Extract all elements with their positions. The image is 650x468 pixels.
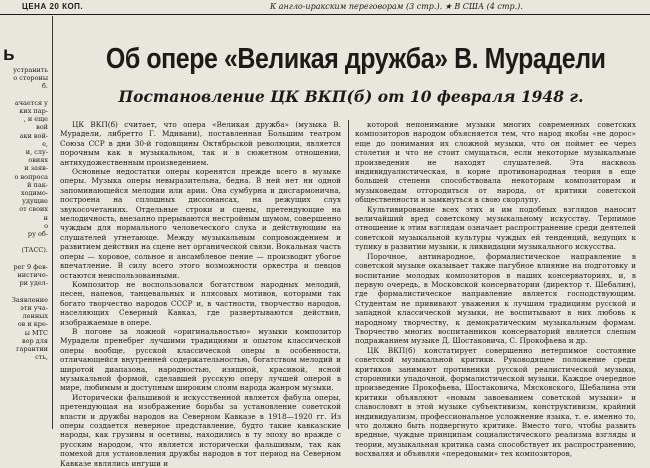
left-column-line: о стороны [13,74,48,83]
left-column-line: сть, [35,353,48,362]
cross-references: К англо-иракским переговорам (3 стр.). ★ В США (4 стр.). [270,2,523,11]
left-column-line: вор для [21,336,48,345]
left-column-line: овиях [28,156,48,165]
left-column-line [0,255,48,263]
left-column-line: й пак- [27,180,48,189]
left-column-line: е, [42,139,48,148]
article-paragraph: ЦК ВКП(б) считает, что опера «Великая дружба» (музыка В. Мурадели, либретто Г. Мдивани), поставленная Большим театром Союза ССР в дни 30-й годовщины Октябрьской революции, является порочным как в музыкальном, так и в сюжетном отношении, антихудожественным произведением. [60,120,341,167]
left-column-line: нистиче- [17,271,48,280]
left-column-line: ачается у [14,98,48,107]
left-column-line: и, слу- [25,148,48,157]
column-divider-left [52,16,53,429]
left-column-line: и заяв- [24,164,48,173]
left-column-line: ленных [22,312,48,321]
left-column-line: вой [36,123,48,132]
left-column-line: эти уча- [20,303,48,312]
left-column-line [0,287,48,295]
article-paragraph: ЦК ВКП(б) констатирует совершенно нетерпимое состояние советской музыкальной критики. Руководящее положение среди критиков занимают противники русской реалистической музыки, сторонники упадочной, формалистической музыки. Каждое очередное произведение Прокофьева, Шостаковича, Мясковского, Шебалина эти критики объявляют «новым завоеванием советской музыки» и славословят в этой музыке субъективизм, конструктивизм, крайний индивидуализм, профессиональное усложнение языка, т. е. именно то, что должно быть подвергнуто критике. Вместо того, чтобы развить вредные, чуждые принципам социалистического реализма взгляды и теории, музыкальная критика сама способствует их распространению, восхваляя и объявляя «передовыми» тех композиторов, [355,345,636,459]
left-column-line: ходимо- [20,189,48,198]
masthead-strip [0,0,650,14]
left-column-line: о [44,221,48,230]
left-column-line: ри удел- [19,279,48,288]
left-column-line [0,91,48,99]
left-column-line: удущие [22,197,48,206]
masthead-rule [0,14,650,15]
left-column-line: о вопроса [14,172,48,181]
left-column-line: гарантии [16,344,48,353]
left-column-line: (ТАСС). [21,246,48,255]
article-paragraph: Порочное, антинародное, формалистическое направление в советской музыке оказывает также пагубное влияние на подготовку и воспитание молодых композиторов в наших консерваториях, и, в первую очередь, в Московской консерватории (директор т. Шебалин), где формалистическое направление является господствующим. Студентам не прививают уважения к лучшим традициям русской и западной классической музыки, не воспитывают в них любовь к народному творчеству, к демократическим музыкальным формам. Творчество многих воспитанников консерваторий является слепым подражанием музыке Д. Шостаковича, С. Прокофьева и др. [355,251,636,346]
article-headline: Об опере «Великая дружба» В. Мурадели [105,43,606,75]
left-column-line: ких пар- [19,107,48,116]
issue-price: ЦЕНА 20 КОП. [22,2,84,11]
left-column-line: б. [42,82,48,91]
article-paragraph: Культивирование всех этих и им подобных взглядов наносит величайший вред советскому музыкальному искусству. Терпимое отношение к этим взглядам означает распространение среди деятелей советской музыкальной культуры чуждых ей тенденций, ведущих к тупику в развитии музыки, к ликвидации музыкального искусства. [355,204,636,252]
fragment-letter: ь [3,44,15,65]
left-column-line: н [43,213,48,222]
left-column-line: ы МТС [24,328,48,337]
left-column-fragment [0,44,48,429]
left-column-lines [0,66,48,361]
column-divider-center [348,120,349,429]
article-column-2 [355,120,636,459]
left-column-line: ов и кре- [17,320,48,329]
left-column-line: , и еще [23,115,48,124]
article-paragraph: Основные недостатки оперы коренятся прежде всего в музыке оперы. Музыка оперы невыразительна, бедна. В ней нет ни одной запоминающейся мелодии или арии. Она сумбурна и дисгармонична, построена на сплошных диссонансах, на режущих слух звукосочетаниях. Отдельные строки и сцены, претендующие на мелодичность, внезапно прерываются нестройным шумом, совершенно чуждым для нормального человеческого слуха и действующим на слушателей угнетающе. Между музыкальным сопровождением и развитием действия на сцене нет органической связи. Вокальная часть оперы — хоровое, сольное и ансамблевое пение — производит убогое впечатление. В силу всего этого возможности оркестра и певцов остаются неиспользованными. [60,167,341,280]
article-paragraph: Исторически фальшивой и искусственной является фабула оперы, претендующая на изображение борьбы за установление советской власти и дружбы народов на Северном Кавказе в 1918—1920 гг. Из оперы создается неверное представление, будто такие кавказские народы, как грузины и осетины, находились в ту эпоху во вражде с русским народом, что является исторически фальшивым, так как помехой для установления дружбы народов в тот период на Северном Кавказе являлись ингуши и [60,392,341,468]
article-paragraph: которой непонимание музыки многих современных советских композиторов народом объясняется тем, что народ якобы «не дорос» еще до понимания их сложной музыки, что он поймет ее через столетия и что не стоит смущаться, если некоторые музыкальные произведения не находят слушателей. Эта насквозь индивидуалистическая, в корне противонародная теория в еще большей степени способствовала некоторым композиторам и музыковедам отгородиться от народа, от критики советской общественности и замкнуться в свою скорлупу. [355,120,636,205]
left-column-line: устранить [13,66,48,74]
left-column-line: ру об- [27,230,48,239]
left-column-line [0,238,48,246]
article-paragraph: Композитор не воспользовался богатством народных мелодий, песен, напевов, танцевальных и плясовых мотивов, которыми так богато творчество народов СССР и, в частности, творчество народов, населяющих Северный Кавказ, где развертываются действия, изображаемые в опере. [60,279,341,327]
article-subtitle: Постановление ЦК ВКП(б) от 10 февраля 1948 г. [118,87,584,106]
left-column-line: Заявление [11,295,48,304]
article-paragraph: В погоне за ложной «оригинальностью» музыки композитор Мурадели пренебрег лучшими традициями и опытом классической оперы вообще, русской классической оперы в особенности, отличающейся внутренней содержательностью, богатством мелодий и широтой диапазона, народностью, изящной, красивой, ясной музыкальной формой, сделавшей русскую оперу лучшей оперой в мире, любимым и доступным широким слоям народа жанром музыки. [60,326,341,393]
article-column-1 [60,120,341,468]
left-column-line: от своих [19,205,48,214]
left-column-line: аки вой- [19,131,48,140]
left-column-line: рег 9 фев- [13,262,48,271]
